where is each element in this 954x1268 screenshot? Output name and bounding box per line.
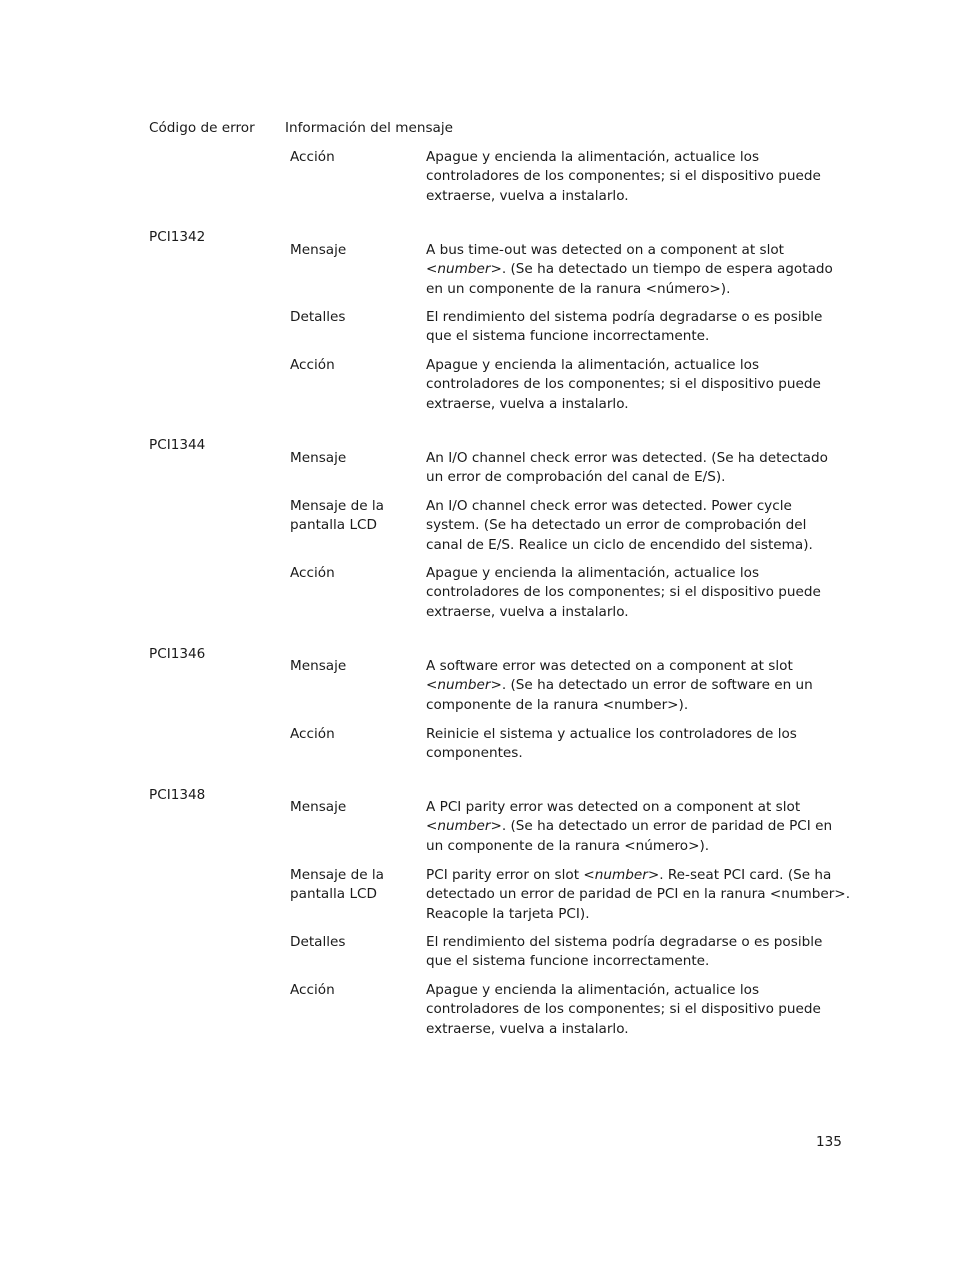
text-line: Apague y encienda la alimentación, actualice los — [426, 982, 760, 998]
text-line: Apague y encienda la alimentación, actualice los — [426, 149, 760, 165]
text-line — [426, 260, 836, 279]
text-segment: PCI parity error on slot < — [426, 867, 595, 883]
text-line: Apague y encienda la alimentación, actualice los — [426, 565, 760, 581]
text-line: controladores de los componentes; si el dispositivo puede — [426, 584, 821, 601]
text-line: A bus time-out was detected on a component at slot — [426, 242, 784, 258]
text-segment: . (Se ha detectado un tiempo de espera agotado — [501, 261, 833, 278]
label-mensaje: Mensaje — [290, 658, 347, 674]
label-accion: Acción — [290, 982, 335, 998]
text-segment: >. Re-seat PCI card. (Se ha — [647, 867, 832, 883]
accion-text — [426, 148, 836, 206]
label-accion: Acción — [290, 149, 335, 165]
text-line: componente de la ranura <number>). — [426, 696, 689, 713]
lcd-text — [426, 866, 851, 924]
text-line: Reacople la tarjeta PCI). — [426, 905, 590, 922]
accion-text — [426, 981, 836, 1039]
text-line: un error de comprobación del canal de E/S). — [426, 469, 726, 486]
label-mensaje-lcd — [290, 866, 384, 905]
text-line: controladores de los componentes; si el dispositivo puede — [426, 376, 821, 393]
label-accion: Acción — [290, 726, 335, 742]
label-mensaje: Mensaje — [290, 799, 347, 815]
text-line: extraerse, vuelva a instalarlo. — [426, 395, 629, 412]
text-line: detectado un error de paridad de PCI en la ranura <number>. — [426, 886, 851, 903]
text-line: que el sistema funcione incorrectamente. — [426, 953, 710, 970]
label-line: Mensaje de la — [290, 867, 385, 883]
mensaje-text — [426, 798, 836, 856]
text-line: El rendimiento del sistema podría degradarse o es posible — [426, 309, 823, 325]
mensaje-text — [426, 449, 836, 488]
text-line: An I/O channel check error was detected. Power cycle — [426, 498, 792, 514]
text-line: El rendimiento del sistema podría degradarse o es posible — [426, 934, 823, 950]
text-line: system. (Se ha detectado un error de comprobación del — [426, 517, 807, 534]
error-code-pci1348: PCI1348 — [149, 787, 206, 803]
label-line: pantalla LCD — [290, 517, 377, 534]
text-segment: . (Se ha detectado un error de software en un — [501, 677, 813, 694]
text-line: extraerse, vuelva a instalarlo. — [426, 187, 629, 204]
text-line: controladores de los componentes; si el dispositivo puede — [426, 1001, 821, 1018]
label-mensaje: Mensaje — [290, 242, 347, 258]
mensaje-text — [426, 657, 836, 715]
label-detalles: Detalles — [290, 309, 346, 325]
label-accion: Acción — [290, 565, 335, 581]
label-accion: Acción — [290, 357, 335, 373]
text-line: componentes. — [426, 745, 523, 762]
detalles-text — [426, 933, 836, 972]
text-line: en un componente de la ranura <número>). — [426, 280, 731, 297]
text-line — [426, 817, 836, 836]
accion-text — [426, 564, 836, 622]
text-line — [426, 866, 836, 885]
label-line: Mensaje de la — [290, 498, 385, 514]
text-line: An I/O channel check error was detected. (Se ha detectado — [426, 450, 828, 466]
number-placeholder: <number> — [426, 818, 502, 835]
label-line: pantalla LCD — [290, 886, 377, 903]
lcd-text — [426, 497, 836, 555]
text-line: Reinicie el sistema y actualice los controladores de los — [426, 726, 797, 742]
text-line: que el sistema funcione incorrectamente. — [426, 328, 710, 345]
column-header-info: Información del mensaje — [285, 120, 454, 136]
text-line: controladores de los componentes; si el dispositivo puede — [426, 168, 821, 185]
accion-text — [426, 725, 836, 764]
accion-text — [426, 356, 836, 414]
page-number: 135 — [816, 1134, 842, 1150]
text-line — [426, 676, 836, 695]
label-mensaje-lcd — [290, 497, 384, 536]
text-line: canal de E/S. Realice un ciclo de encendido del sistema). — [426, 536, 813, 553]
number-placeholder: <number> — [426, 677, 502, 694]
mensaje-text — [426, 241, 836, 299]
text-line: A software error was detected on a component at slot — [426, 658, 793, 674]
column-header-code: Código de error — [149, 120, 255, 136]
text-line: A PCI parity error was detected on a component at slot — [426, 799, 801, 815]
text-segment: . (Se ha detectado un error de paridad de PCI en — [501, 818, 833, 835]
label-detalles: Detalles — [290, 934, 346, 950]
detalles-text — [426, 308, 836, 347]
text-line: Apague y encienda la alimentación, actualice los — [426, 357, 760, 373]
error-code-pci1346: PCI1346 — [149, 646, 206, 662]
error-code-pci1342: PCI1342 — [149, 229, 206, 245]
error-code-pci1344: PCI1344 — [149, 437, 206, 453]
text-line: extraerse, vuelva a instalarlo. — [426, 603, 629, 620]
label-mensaje: Mensaje — [290, 450, 347, 466]
number-placeholder: number — [594, 867, 648, 883]
text-line: un componente de la ranura <número>). — [426, 837, 710, 854]
number-placeholder: <number> — [426, 261, 502, 278]
text-line: extraerse, vuelva a instalarlo. — [426, 1020, 629, 1037]
